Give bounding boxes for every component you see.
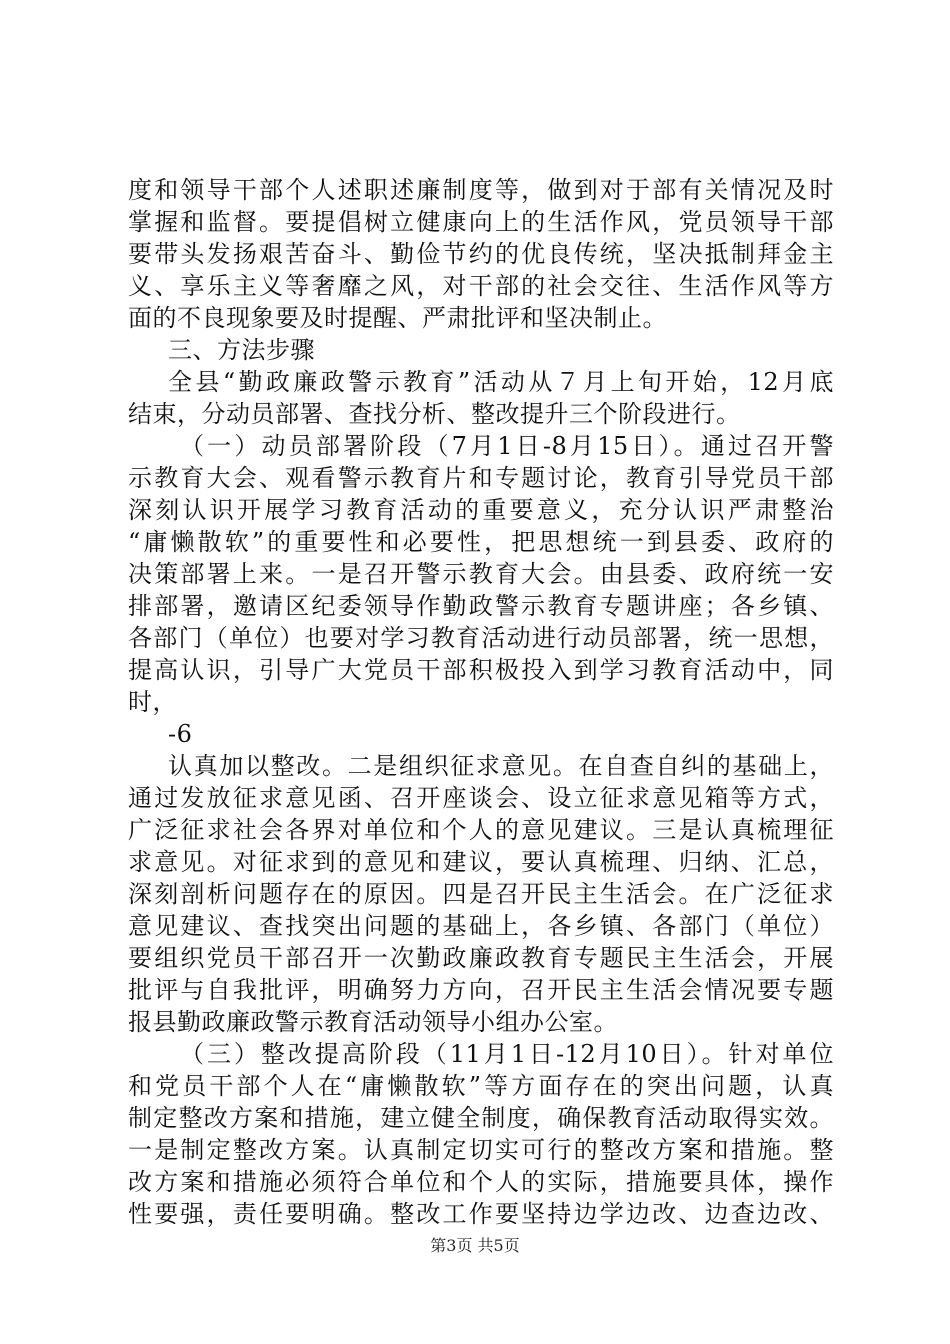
text-line: 报县勤政廉政警示教育活动领导小组办公室。 xyxy=(128,1008,618,1036)
text-line: 决策部署上来。一是召开警示教育大会。由县委、政府统一安 xyxy=(128,560,834,588)
text-line: 义、享乐主义等奢靡之风，对干部的社会交往、生活作风等方 xyxy=(128,272,834,300)
text-line: 认真加以整改。二是组织征求意见。在自查自纠的基础上， xyxy=(168,752,834,780)
text-line: 通过发放征求意见函、召开座谈会、设立征求意见箱等方式， xyxy=(128,784,834,812)
text-line: 制定整改方案和措施，建立健全制度，确保教育活动取得实效。 xyxy=(128,1104,834,1132)
page-number-label: 第3页 共5页 xyxy=(430,1236,520,1255)
text-line: 面的不良现象要及时提醒、严肃批评和坚决制止。 xyxy=(128,304,667,332)
text-line: 提高认识，引导广大党员干部积极投入到学习教育活动中，同 xyxy=(128,656,834,684)
text-line: 意见建议、查找突出问题的基础上，各乡镇、各部门（单位） xyxy=(128,912,834,940)
text-line: 示教育大会、观看警示教育片和专题讨论，教育引导党员干部 xyxy=(128,464,834,492)
section-heading: 三、方法步骤 xyxy=(168,336,315,364)
text-line: （三）整改提高阶段（11月1日-12月10日）。针对单位 xyxy=(180,1040,834,1068)
text-line: 掌握和监督。要提倡树立健康向上的生活作风，党员领导干部 xyxy=(128,208,834,236)
text-line: 改方案和措施必须符合单位和个人的实际，措施要具体，操作 xyxy=(128,1168,834,1196)
text-line: 排部署，邀请区纪委领导作勤政警示教育专题讲座；各乡镇、 xyxy=(128,592,834,620)
text-line: 时， xyxy=(128,688,177,716)
text-line: 深刻认识开展学习教育活动的重要意义，充分认识严肃整治 xyxy=(128,496,834,524)
text-line: 和党员干部个人在“庸懒散软”等方面存在的突出问题，认真 xyxy=(128,1072,834,1100)
text-line: 性要强，责任要明确。整改工作要坚持边学边改、边查边改、 xyxy=(128,1200,834,1228)
document-body xyxy=(128,174,834,1230)
text-line: 要带头发扬艰苦奋斗、勤俭节约的优良传统，坚决抵制拜金主 xyxy=(128,240,834,268)
text-line: 深刻剖析问题存在的原因。四是召开民主生活会。在广泛征求 xyxy=(128,880,834,908)
text-line: 结束，分动员部署、查找分析、整改提升三个阶段进行。 xyxy=(128,400,741,428)
text-line: 各部门（单位）也要对学习教育活动进行动员部署，统一思想， xyxy=(128,624,834,652)
text-line: 一是制定整改方案。认真制定切实可行的整改方案和措施。整 xyxy=(128,1136,834,1164)
text-line: 度和领导干部个人述职述廉制度等，做到对于部有关情况及时 xyxy=(128,176,834,204)
inline-page-marker: -6 xyxy=(168,720,193,748)
text-line: 要组织党员干部召开一次勤政廉政教育专题民主生活会，开展 xyxy=(128,944,834,972)
text-line: “庸懒散软”的重要性和必要性，把思想统一到县委、政府的 xyxy=(128,528,834,556)
text-line: 求意见。对征求到的意见和建议，要认真梳理、归纳、汇总， xyxy=(128,848,834,876)
text-line: （一）动员部署阶段（7月1日-8月15日）。通过召开警 xyxy=(180,432,834,460)
text-line: 全县“勤政廉政警示教育”活动从７月上旬开始，12月底 xyxy=(168,368,834,396)
text-line: 广泛征求社会各界对单位和个人的意见建议。三是认真梳理征 xyxy=(128,816,834,844)
text-line: 批评与自我批评，明确努力方向，召开民主生活会情况要专题 xyxy=(128,976,834,1004)
page-footer xyxy=(0,1236,950,1256)
